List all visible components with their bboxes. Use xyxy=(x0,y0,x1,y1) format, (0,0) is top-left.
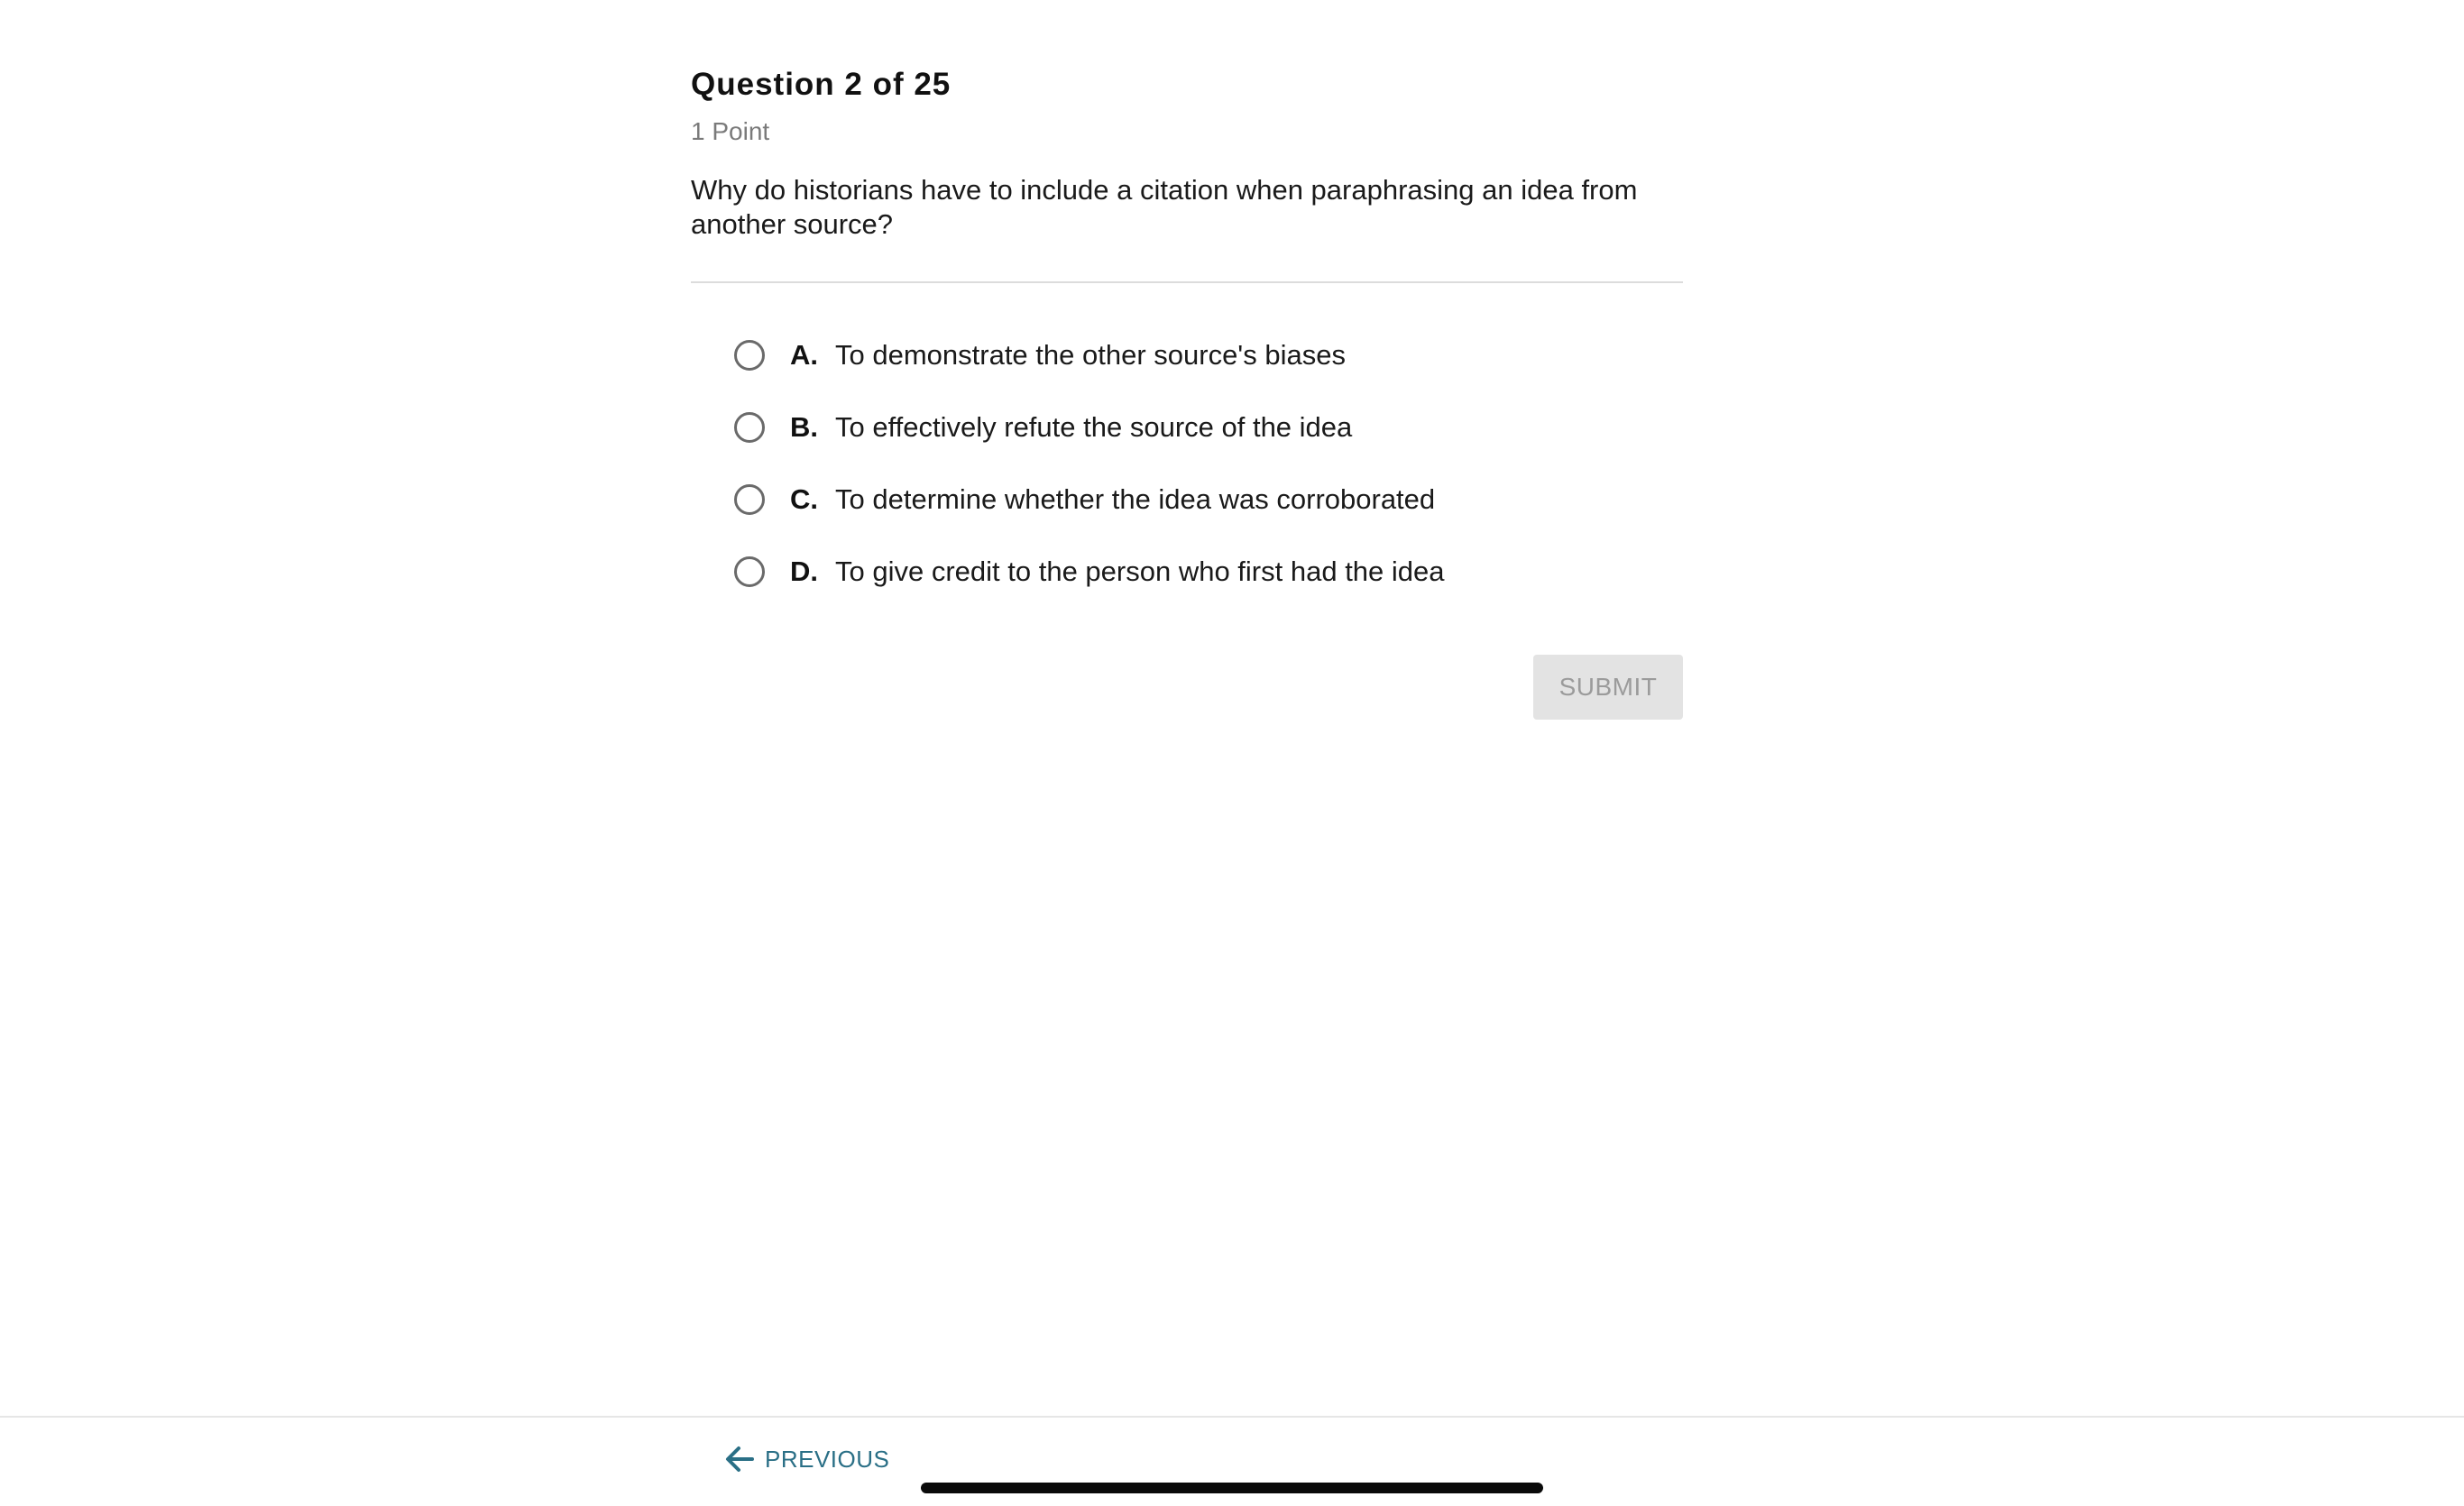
radio-unchecked-icon[interactable] xyxy=(734,340,765,371)
option-text: To determine whether the idea was corroborated xyxy=(835,483,1436,515)
submit-row xyxy=(691,655,1683,720)
submit-button[interactable]: SUBMIT xyxy=(1533,655,1683,720)
option-d[interactable] xyxy=(734,536,1683,608)
question-title: Question 2 of 25 xyxy=(691,67,952,102)
option-c[interactable] xyxy=(734,464,1683,536)
divider xyxy=(691,281,1683,283)
home-indicator[interactable] xyxy=(921,1483,1543,1493)
option-letter: B. xyxy=(790,411,818,443)
option-text: To effectively refute the source of the idea xyxy=(835,411,1353,443)
previous-label: PREVIOUS xyxy=(765,1445,890,1473)
question-points: 1 Point xyxy=(691,117,770,145)
option-letter: D. xyxy=(790,556,818,587)
arrow-left-icon xyxy=(722,1443,758,1475)
option-b[interactable] xyxy=(734,391,1683,464)
radio-unchecked-icon[interactable] xyxy=(734,412,765,443)
question-text: Why do historians have to include a citation when paraphrasing an idea from another source? xyxy=(691,174,1638,240)
question-panel xyxy=(691,63,1683,720)
option-text: To demonstrate the other source's biases xyxy=(835,339,1346,371)
option-letter: C. xyxy=(790,483,818,515)
previous-button[interactable] xyxy=(722,1443,889,1475)
radio-unchecked-icon[interactable] xyxy=(734,484,765,515)
option-letter: A. xyxy=(790,339,818,371)
radio-unchecked-icon[interactable] xyxy=(734,556,765,587)
option-text: To give credit to the person who first had the idea xyxy=(835,556,1445,587)
answer-options xyxy=(734,319,1683,608)
bottom-nav-bar xyxy=(0,1416,2464,1506)
option-a[interactable] xyxy=(734,319,1683,391)
